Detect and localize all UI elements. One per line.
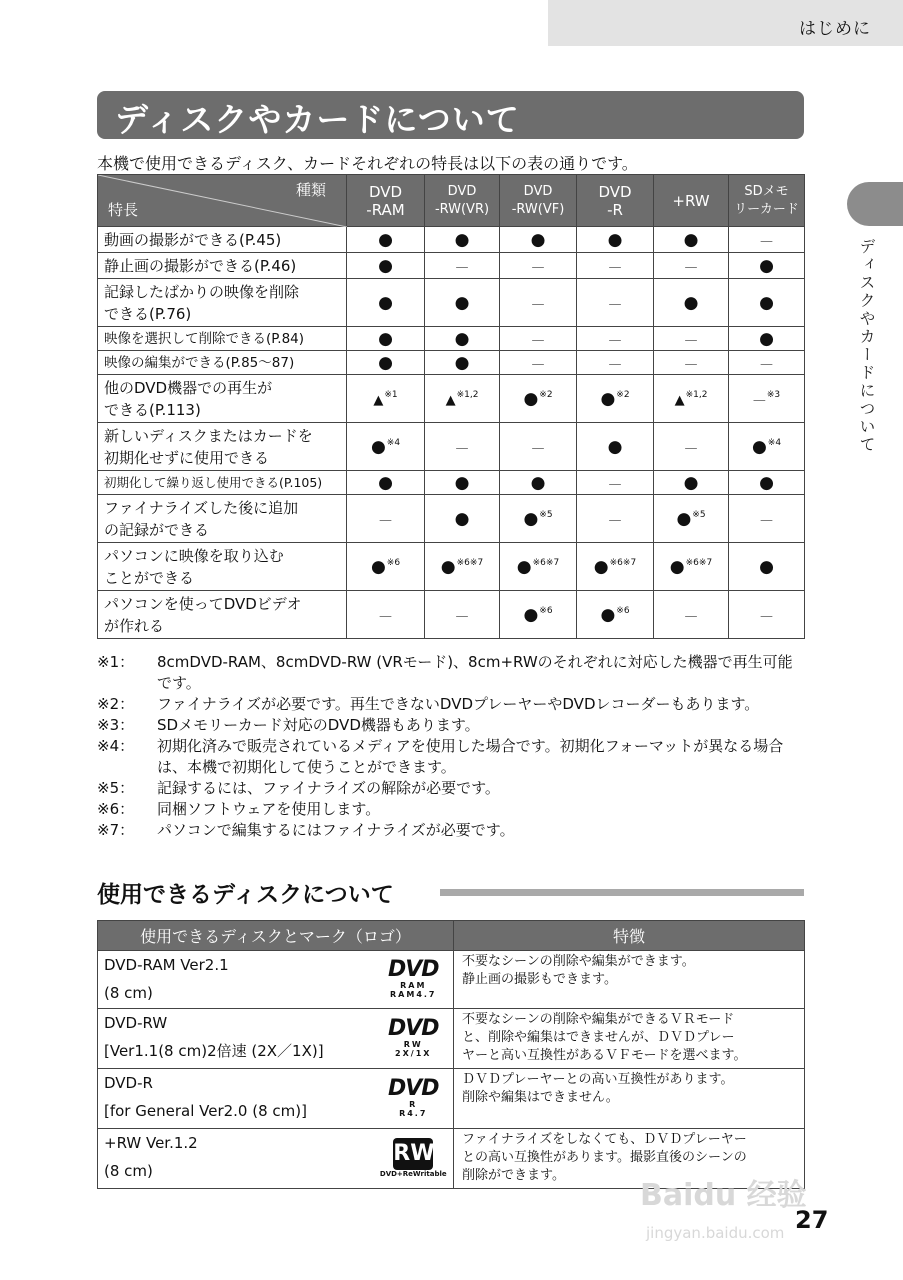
- support-mark: —: [752, 392, 766, 408]
- support-mark: ●: [759, 255, 774, 276]
- support-mark-cell: [729, 279, 805, 327]
- footnote-ref: ※1: [384, 389, 398, 400]
- support-mark-cell: [577, 327, 654, 351]
- support-mark: —: [684, 356, 698, 372]
- footnote-ref: ※6※7: [456, 557, 484, 568]
- support-mark-cell: [347, 543, 425, 591]
- support-mark-cell: [729, 351, 805, 375]
- support-mark: —: [531, 332, 545, 348]
- support-mark: —: [455, 259, 469, 275]
- corner-kind-label: 種類: [295, 181, 326, 199]
- col-header-dvd-ram: DVD -RAM: [347, 175, 425, 227]
- support-mark-cell: [577, 227, 654, 253]
- support-mark-cell: [347, 471, 425, 495]
- table-row: [98, 351, 805, 375]
- support-mark: —: [531, 259, 545, 275]
- support-mark-cell: [729, 327, 805, 351]
- table-row: [98, 591, 805, 639]
- table-row: [98, 279, 805, 327]
- feature-cell: 新しいディスクまたはカードを 初期化せずに使用できる: [98, 423, 347, 471]
- support-mark-cell: [347, 327, 425, 351]
- table-row: [98, 495, 805, 543]
- support-mark: ●: [454, 508, 470, 529]
- table-row: [98, 423, 805, 471]
- support-mark: —: [531, 296, 545, 312]
- support-mark: ●: [523, 508, 539, 529]
- support-mark-cell: [347, 495, 425, 543]
- support-mark: ●: [759, 472, 774, 493]
- dvd-logo-icon: DVD RAM RAM4.7: [387, 956, 439, 999]
- support-mark-cell: [347, 351, 425, 375]
- footnote: ※1： 8cmDVD-RAM、8cmDVD-RW (VRモード)、8cm+RWのそれぞれに対応した機器で再生可能です。: [97, 653, 793, 692]
- dvd-logo-icon: DVD RW 2X/1X: [387, 1015, 439, 1058]
- support-mark: —: [379, 512, 392, 528]
- support-mark: —: [760, 356, 773, 372]
- support-mark: —: [684, 608, 698, 624]
- support-mark: ●: [530, 229, 546, 250]
- support-mark: ●: [607, 436, 623, 457]
- support-mark-cell: [425, 227, 500, 253]
- support-mark: —: [531, 356, 545, 372]
- support-mark-cell: [654, 375, 729, 423]
- support-mark: —: [608, 476, 622, 492]
- support-mark: ▲: [674, 392, 685, 408]
- footnotes: [97, 652, 807, 841]
- support-mark-cell: [425, 327, 500, 351]
- feature-cell: 初期化して繰り返し使用できる(P.105): [98, 471, 347, 495]
- support-mark-cell: [654, 495, 729, 543]
- footnote: ※5： 記録するには、ファイナライズの解除が必要です。: [97, 779, 500, 797]
- support-mark: ●: [516, 556, 532, 577]
- support-mark-cell: [654, 351, 729, 375]
- support-mark-cell: [654, 253, 729, 279]
- footnote-ref: ※5: [539, 509, 553, 520]
- support-mark-cell: [425, 543, 500, 591]
- support-mark: ●: [593, 556, 609, 577]
- col-header-dvd-r: DVD -R: [577, 175, 654, 227]
- support-mark: ▲: [445, 392, 456, 408]
- support-mark-cell: [347, 375, 425, 423]
- disc-name-cell: DVD-RAM Ver2.1 (8 cm): [98, 951, 374, 1009]
- support-mark-cell: [425, 375, 500, 423]
- support-mark-cell: [500, 495, 577, 543]
- support-mark-cell: [577, 471, 654, 495]
- support-mark-cell: [729, 543, 805, 591]
- support-mark: ●: [370, 556, 386, 577]
- feature-cell: 静止画の撮影ができる(P.46): [98, 253, 347, 279]
- feature-table: [97, 174, 805, 639]
- disc-row: [98, 1009, 805, 1069]
- table-row: [98, 253, 805, 279]
- disc-col-header-name: 使用できるディスクとマーク（ロゴ）: [98, 921, 454, 951]
- support-mark-cell: [577, 423, 654, 471]
- support-mark: —: [608, 332, 622, 348]
- footnote-ref: ※4: [767, 437, 782, 448]
- feature-cell: 映像を選択して削除できる(P.84): [98, 327, 347, 351]
- support-mark-cell: [347, 253, 425, 279]
- disc-feature-cell: 不要なシーンの削除や編集ができます。 静止画の撮影もできます。: [454, 951, 805, 1009]
- support-mark: —: [608, 259, 622, 275]
- support-mark: ●: [751, 436, 767, 457]
- support-mark-cell: [654, 227, 729, 253]
- support-mark-cell: [729, 253, 805, 279]
- side-index-label: ディスクやカードについて: [857, 238, 876, 454]
- support-mark-cell: [500, 227, 577, 253]
- support-mark: —: [684, 259, 698, 275]
- watermark-logo: Baidu 经验: [640, 1178, 807, 1213]
- support-mark: ●: [378, 229, 393, 250]
- support-mark-cell: [425, 471, 500, 495]
- support-mark: ●: [440, 556, 456, 577]
- support-mark: —: [760, 233, 773, 249]
- support-mark-cell: [425, 351, 500, 375]
- support-mark: —: [455, 440, 469, 456]
- footnote-ref: ※6: [539, 605, 553, 616]
- support-mark-cell: [500, 471, 577, 495]
- support-mark-cell: [500, 279, 577, 327]
- support-mark-cell: [500, 351, 577, 375]
- support-mark: ●: [454, 352, 470, 373]
- support-mark-cell: [577, 591, 654, 639]
- support-mark: —: [760, 608, 773, 624]
- support-mark-cell: [729, 471, 805, 495]
- support-mark: ●: [683, 472, 699, 493]
- footnote-ref: ※1,2: [456, 389, 479, 400]
- col-header-plus-rw: +RW: [654, 175, 729, 227]
- support-mark: —: [760, 512, 773, 528]
- support-mark-cell: [729, 495, 805, 543]
- footnote: ※4： 初期化済みで販売されているメディアを使用した場合です。初期化フォーマットが異なる場合は、本機で初期化して使うことができます。: [97, 737, 784, 776]
- page-number: 27: [795, 1206, 829, 1234]
- support-mark: —: [531, 440, 545, 456]
- support-mark-cell: [577, 253, 654, 279]
- table-row: [98, 375, 805, 423]
- page-title-bar: [97, 91, 804, 139]
- support-mark: ●: [523, 604, 539, 625]
- support-mark-cell: [500, 423, 577, 471]
- feature-cell: 記録したばかりの映像を削除 できる(P.76): [98, 279, 347, 327]
- support-mark: ●: [759, 292, 774, 313]
- footnote-ref: ※4: [386, 437, 401, 448]
- section-header-label: はじめに: [799, 19, 871, 39]
- support-mark-cell: [729, 227, 805, 253]
- support-mark-cell: [729, 423, 805, 471]
- section-title: 使用できるディスクについて: [97, 882, 394, 908]
- support-mark: ●: [600, 388, 616, 409]
- support-mark: —: [608, 512, 622, 528]
- support-mark: ●: [378, 472, 393, 493]
- col-header-dvd-rw-vr: DVD -RW(VR): [425, 175, 500, 227]
- support-mark-cell: [577, 495, 654, 543]
- disc-logo-cell: [374, 1129, 454, 1189]
- support-mark: ●: [454, 229, 470, 250]
- support-mark-cell: [425, 591, 500, 639]
- support-mark-cell: [500, 591, 577, 639]
- dvd-logo-icon: DVD R R4.7: [387, 1075, 439, 1118]
- side-index-tab: [847, 182, 903, 226]
- support-mark-cell: [577, 543, 654, 591]
- support-mark: ●: [683, 292, 699, 313]
- section-title-rule: [440, 889, 804, 896]
- disc-feature-cell: 不要なシーンの削除や編集ができるＶＲモード と、削除や編集はできませんが、ＤＶＤプレー ヤーと高い互換性があるＶＦモードを選べます。: [454, 1009, 805, 1069]
- footnote: ※3： SDメモリーカード対応のDVD機器もあります。: [97, 716, 480, 734]
- feature-cell: ファイナライズした後に追加 の記録ができる: [98, 495, 347, 543]
- footnote-ref: ※5: [692, 509, 706, 520]
- table-corner-header: [98, 175, 347, 227]
- support-mark-cell: [654, 543, 729, 591]
- intro-text: 本機で使用できるディスク、カードそれぞれの特長は以下の表の通りです。: [97, 154, 638, 173]
- support-mark: ●: [607, 229, 623, 250]
- support-mark-cell: [425, 495, 500, 543]
- support-mark-cell: [425, 253, 500, 279]
- support-mark-cell: [500, 375, 577, 423]
- support-mark: ▲: [373, 392, 384, 408]
- support-mark: —: [379, 608, 392, 624]
- support-mark-cell: [500, 253, 577, 279]
- support-mark-cell: [577, 375, 654, 423]
- table-row: [98, 327, 805, 351]
- disc-table: [97, 920, 805, 1189]
- footnote-ref: ※2: [539, 389, 553, 400]
- support-mark: ●: [454, 292, 470, 313]
- support-mark-cell: [347, 279, 425, 327]
- support-mark-cell: [729, 591, 805, 639]
- feature-cell: 映像の編集ができる(P.85～87): [98, 351, 347, 375]
- footnote: ※6： 同梱ソフトウェアを使用します。: [97, 800, 381, 818]
- footnote-ref: ※6※7: [532, 557, 560, 568]
- support-mark-cell: [654, 423, 729, 471]
- feature-cell: パソコンを使ってDVDビデオ が作れる: [98, 591, 347, 639]
- support-mark: —: [684, 440, 698, 456]
- disc-feature-cell: ファイナライズをしなくても、ＤＶＤプレーヤー との高い互換性があります。撮影直後のシーンの 削除ができます。: [454, 1129, 805, 1189]
- support-mark: ●: [530, 472, 546, 493]
- footnote-ref: ※6※7: [609, 557, 637, 568]
- feature-cell: 動画の撮影ができる(P.45): [98, 227, 347, 253]
- support-mark: ●: [669, 556, 685, 577]
- support-mark: —: [684, 332, 698, 348]
- disc-feature-cell: ＤＶＤプレーヤーとの高い互換性があります。 削除や編集はできません。: [454, 1069, 805, 1129]
- support-mark-cell: [654, 327, 729, 351]
- disc-row: [98, 951, 805, 1009]
- support-mark: ●: [378, 328, 393, 349]
- footnote: ※7： パソコンで編集するにはファイナライズが必要です。: [97, 821, 515, 839]
- footnote: ※2： ファイナライズが必要です。再生できないDVDプレーヤーやDVDレコーダーもあります。: [97, 695, 760, 713]
- disc-col-header-feature: 特徴: [454, 921, 805, 951]
- col-header-sd-card: SDメモ リーカード: [729, 175, 805, 227]
- support-mark: ●: [759, 328, 774, 349]
- support-mark-cell: [347, 423, 425, 471]
- feature-cell: 他のDVD機器での再生が できる(P.113): [98, 375, 347, 423]
- support-mark: ●: [370, 436, 386, 457]
- support-mark-cell: [500, 327, 577, 351]
- support-mark: ●: [378, 292, 393, 313]
- support-mark-cell: [654, 591, 729, 639]
- support-mark-cell: [425, 423, 500, 471]
- support-mark: ●: [378, 352, 393, 373]
- support-mark-cell: [425, 279, 500, 327]
- support-mark: ●: [523, 388, 539, 409]
- page-title: ディスクやカードについて: [115, 100, 520, 139]
- support-mark: ●: [454, 472, 470, 493]
- support-mark-cell: [654, 471, 729, 495]
- watermark-url: jingyan.baidu.com: [646, 1224, 785, 1242]
- table-row: [98, 471, 805, 495]
- disc-name-cell: DVD-RW [Ver1.1(8 cm)2倍速 (2X／1X)]: [98, 1009, 374, 1069]
- support-mark-cell: [347, 227, 425, 253]
- footnote-ref: ※6※7: [685, 557, 713, 568]
- footnote-ref: ※3: [766, 389, 781, 400]
- footnote-ref: ※1,2: [685, 389, 708, 400]
- disc-logo-cell: [374, 1009, 454, 1069]
- support-mark-cell: [729, 375, 805, 423]
- support-mark-cell: [577, 279, 654, 327]
- footnote-ref: ※2: [616, 389, 630, 400]
- support-mark: —: [608, 296, 622, 312]
- support-mark: ●: [378, 255, 393, 276]
- footnote-ref: ※6: [616, 605, 630, 616]
- feature-cell: パソコンに映像を取り込む ことができる: [98, 543, 347, 591]
- support-mark: ●: [600, 604, 616, 625]
- support-mark-cell: [654, 279, 729, 327]
- plus-rw-logo-icon: RW DVD+ReWritable: [380, 1138, 447, 1178]
- support-mark: —: [455, 608, 469, 624]
- disc-row: [98, 1069, 805, 1129]
- footnote-ref: ※6: [386, 557, 401, 568]
- support-mark: ●: [759, 556, 774, 577]
- section-header-tab: [548, 0, 903, 46]
- corner-feature-label: 特長: [108, 201, 139, 219]
- disc-name-cell: DVD-R [for General Ver2.0 (8 cm)]: [98, 1069, 374, 1129]
- table-row: [98, 227, 805, 253]
- disc-logo-cell: [374, 951, 454, 1009]
- disc-name-cell: +RW Ver.1.2 (8 cm): [98, 1129, 374, 1189]
- support-mark: —: [608, 356, 622, 372]
- support-mark: ●: [676, 508, 692, 529]
- support-mark: ●: [683, 229, 699, 250]
- disc-logo-cell: [374, 1069, 454, 1129]
- table-row: [98, 543, 805, 591]
- support-mark-cell: [347, 591, 425, 639]
- support-mark-cell: [500, 543, 577, 591]
- support-mark-cell: [577, 351, 654, 375]
- col-header-dvd-rw-vf: DVD -RW(VF): [500, 175, 577, 227]
- support-mark: ●: [454, 328, 470, 349]
